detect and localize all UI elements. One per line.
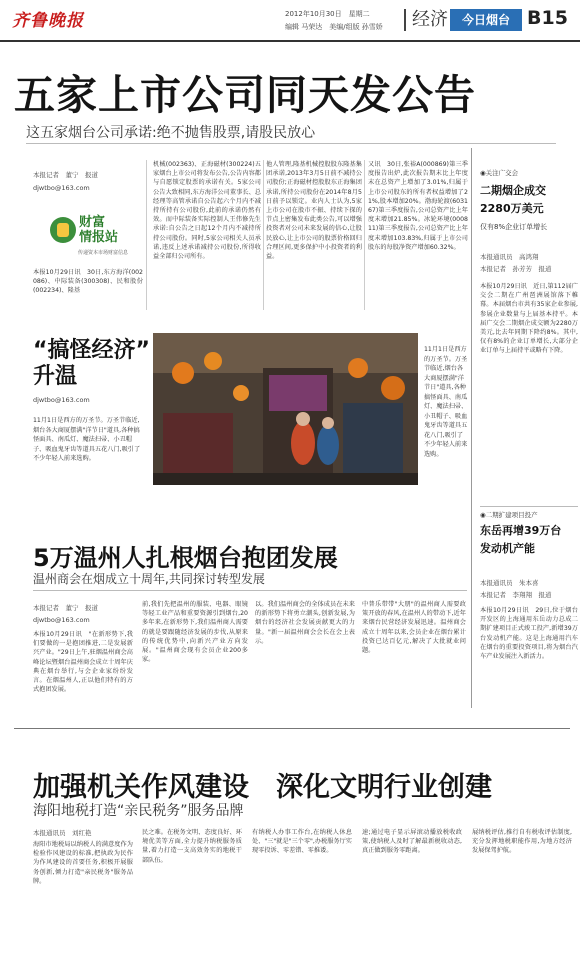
sidebar-byline-1a: 本报通讯员 高鸿翔 bbox=[480, 253, 539, 261]
story2-caption: 11月1日是西方的万圣节。万圣节临近,烟台各大商厦摆满"洋节日"道具,各种搞怪面具、南瓜灯、魔法扫帚、小丑帽子、吸血鬼牙齿等道具五花八门,吸引了不少年轻人前来选购。 bbox=[33, 417, 141, 462]
story1-byline: 本报记者 董宁 报道 bbox=[33, 171, 98, 179]
story1-column-3: 他人管理,隆基机械控股股东隆基集团承诺,2013年3月5日前不减持公司股份;正海磁材控股股东正海集团承诺,所持公司股份在2014年8月5日前予以锁定。业内人士认为,5家上市公司在股市不振、持续下探的节点上密集发布此类公告,可以增强投资者对公司未来发展的信心,让股民放心,让上市公司的股票价格回归合理区间,更多保护中小投资者的利益。 bbox=[266, 161, 362, 261]
story1-column-2: 机械(002363)、正海磁材(300224)五家烟台上市公司将发布公告,公告内容都与自愿锁定股票的承诺有关。5家公司公告大致相同,东方海洋公司董事长、总经理等高管承诺自公告起六个月内不减持所持有公司股份,此前的承诺仍然有效。而中际装备实际控制人王伟修先生承诺:自公告之日起12个月内不减持所持公司股份。同时,5家公司相关人员承诺,违反上述承诺减持公司股份,所得收益全部归公司所有。 bbox=[153, 161, 261, 261]
photo-illustration bbox=[153, 333, 418, 485]
sidebar-text-2: 本报10月29日讯 29日,位于烟台开发区的上海通用东岳动力总成二期扩建项目正式竣工投产,新增39万台发动机产能。这是上海通用汽车在烟台的重要投资项目,将为烟台汽车产业发展注入新活力。 bbox=[480, 607, 578, 661]
page-number: B15 bbox=[527, 7, 568, 29]
story4-column-1: 海阳市地税局以纳税人的满意度作为检验作风建设的标准,把执政为民作为作风建设的首要任务,积极开展服务创新,倾力打造"亲民税务"服务品牌。 bbox=[33, 841, 133, 885]
story1-rule bbox=[26, 143, 556, 144]
story4-subheadline: 海阳地税打造“亲民税务”服务品牌 bbox=[33, 803, 244, 819]
story4-column-3: 有纳税人办事工作台,在纳税人休息处、"三"就是"三个零",办税服务厅实现零投诉、零差错、零推诿。 bbox=[252, 829, 352, 855]
wealth-logo-title: 财富 情报站 bbox=[79, 215, 119, 245]
sidebar-title-1: 二期烟企成交 2280万美元 bbox=[480, 184, 546, 215]
newspaper-logo: 齐鲁晚报 bbox=[12, 11, 84, 31]
story1-email: djwtbo@163.com bbox=[33, 184, 90, 192]
sidebar-byline-1b: 本报记者 孙芳芳 报道 bbox=[480, 265, 552, 273]
story3-column-1: 本报10月29日讯 "在新形势下,我们要做的一是抱团推进,二是发展新兴产业。"29日上午,驻烟温州商会高峰论坛暨烟台温州商会成立十周年庆典在烟台举行,与会企业家纷纷发言。在烟温州人,正以他们特有的方式抱团发展。 bbox=[33, 631, 133, 694]
wealth-info-logo bbox=[50, 213, 140, 261]
today-yantai-tag: 今日烟台 bbox=[450, 9, 522, 31]
column-rule bbox=[364, 160, 365, 310]
story1-headline: 五家上市公司同天发公告 bbox=[14, 71, 476, 119]
sidebar-text-1: 本报10月29日讯 近日,第112届广交会二期在广州琶洲展馆落下帷幕。本届烟台市共有35家企业参展,参展企业数量与上届基本持平。本届广交会二期烟企成交额为2280万美元,比去年同期下降约8%。其中,仅有8%的企业订单增长,大部分企业订单与上届持平或略有下降。 bbox=[480, 283, 578, 355]
section-name: 经济 bbox=[404, 9, 448, 31]
column-rule bbox=[146, 160, 147, 310]
bottom-rule bbox=[14, 728, 570, 729]
money-bag-icon bbox=[50, 217, 76, 243]
halloween-shop-photo bbox=[153, 333, 418, 485]
story3-column-4: 中普乐带带"大朋"的温州商人需要政策开放的春风,在温州人的带动下,近年来烟台民营经济发展迅速。温州商会成立十周年以来,会员企业在烟台累计投资已达百亿元,解决了大批就业问题。 bbox=[362, 601, 466, 655]
story4-byline: 本报通讯员 刘红艳 bbox=[33, 829, 92, 837]
sidebar-kicker-1: ◉关注广交会 bbox=[480, 169, 519, 177]
story3-email: djwtbo@163.com bbox=[33, 616, 90, 624]
sidebar-title-2: 东岳再增39万台 发动机产能 bbox=[480, 524, 562, 555]
sidebar-sub-1: 仅有8%企业订单增长 bbox=[480, 223, 548, 231]
sidebar-rule bbox=[480, 506, 578, 507]
story4-column-4: 速;通过电子显示屏滚动播放税收政策,使纳税人及时了解最新税收动态,真正做到服务零距离。 bbox=[362, 829, 462, 855]
story3-column-3: 以。我们温州商会的全体成员在未来的新形势下将勇立潮头,创新发展,为烟台的经济社会发展贡献更大的力量。"新一届温州商会会长在会上表示。 bbox=[255, 601, 355, 645]
masthead bbox=[0, 0, 580, 42]
story4-headline: 加强机关作风建设 深化文明行业创建 bbox=[33, 772, 492, 803]
story3-headline: 5万温州人扎根烟台抱团发展 bbox=[33, 544, 338, 572]
sidebar-byline-2b: 本报记者 李翔翔 报道 bbox=[480, 591, 552, 599]
story1-subheadline: 这五家烟台公司承诺:绝不抛售股票,请股民放心 bbox=[26, 125, 316, 141]
story3-byline: 本报记者 董宁 报道 bbox=[33, 604, 98, 612]
story1-column-1: 本报10月29日讯 30日,东方海洋(002086)、中际装备(300308)、民和股份(002234)、隆基 bbox=[33, 269, 143, 295]
story2-side-text: 11月1日是西方的万圣节。万圣节临近,烟台各大商厦摆满"洋节日"道具,各种搞怪面具、南瓜灯、魔法扫帚、小丑帽子、吸血鬼牙齿等道具五花八门,吸引了不少年轻人前来选购。 bbox=[424, 346, 468, 458]
sidebar-kicker-2: ◉二期扩建项目投产 bbox=[480, 511, 538, 519]
column-rule bbox=[263, 160, 264, 310]
story3-column-2: 前,我们先把温州的服装、电器、眼镜等轻工业产品和重要资源引到烟台,20多年来,在新形势下,我们温州商人需要的就是要跟随经济发展的步伐,从原来的传统优势中,向新兴产业方向发展。"温州商会现有会员企业200多家。 bbox=[142, 601, 248, 664]
editor-line: 编辑 马荣达 美编/组版 孙雪娇 bbox=[285, 23, 383, 31]
sidebar-rule bbox=[471, 148, 472, 708]
sidebar bbox=[474, 148, 580, 708]
story4-column-2: 民之难。在税务文明、态度良好、环境优美等方面,全力提升纳税服务质量,着力打造一支高效务实的地税干部队伍。 bbox=[142, 829, 242, 864]
wealth-logo-tagline: 传递资本市场财富信息 bbox=[78, 250, 129, 256]
story1-column-4: 又讯 30日,张裕A(000869)第三季度报告出炉,此次报告期末比上年度末在总资产上增加了3.01%,归属于上市公司股东的所有者权益增加了21%,股本增加20%。渤海轮渡(603167)第三季度报告,公司总资产比上年度末增加21.85%。冰轮环境(000811)第三季度报告,公司总资产比上年度末增加103.83%,归属于上市公司股东的每股净资产增加60.32%。 bbox=[368, 161, 468, 251]
story2-headline: “搞怪经济” 升温 bbox=[33, 338, 150, 389]
story3-subheadline: 温州商会在烟成立十周年,共同探讨转型发展 bbox=[33, 572, 265, 586]
story2-email: djwtbo@163.com bbox=[33, 396, 90, 404]
story4-column-5: 展纳税评估,推行自有税收评估制度,充分发挥地税职能作用,为地方经济发展保驾护航。 bbox=[472, 829, 572, 855]
story3-rule bbox=[33, 590, 467, 591]
issue-date: 2012年10月30日 星期二 bbox=[285, 10, 370, 18]
sidebar-byline-2a: 本报通讯员 朱本喜 bbox=[480, 579, 539, 587]
